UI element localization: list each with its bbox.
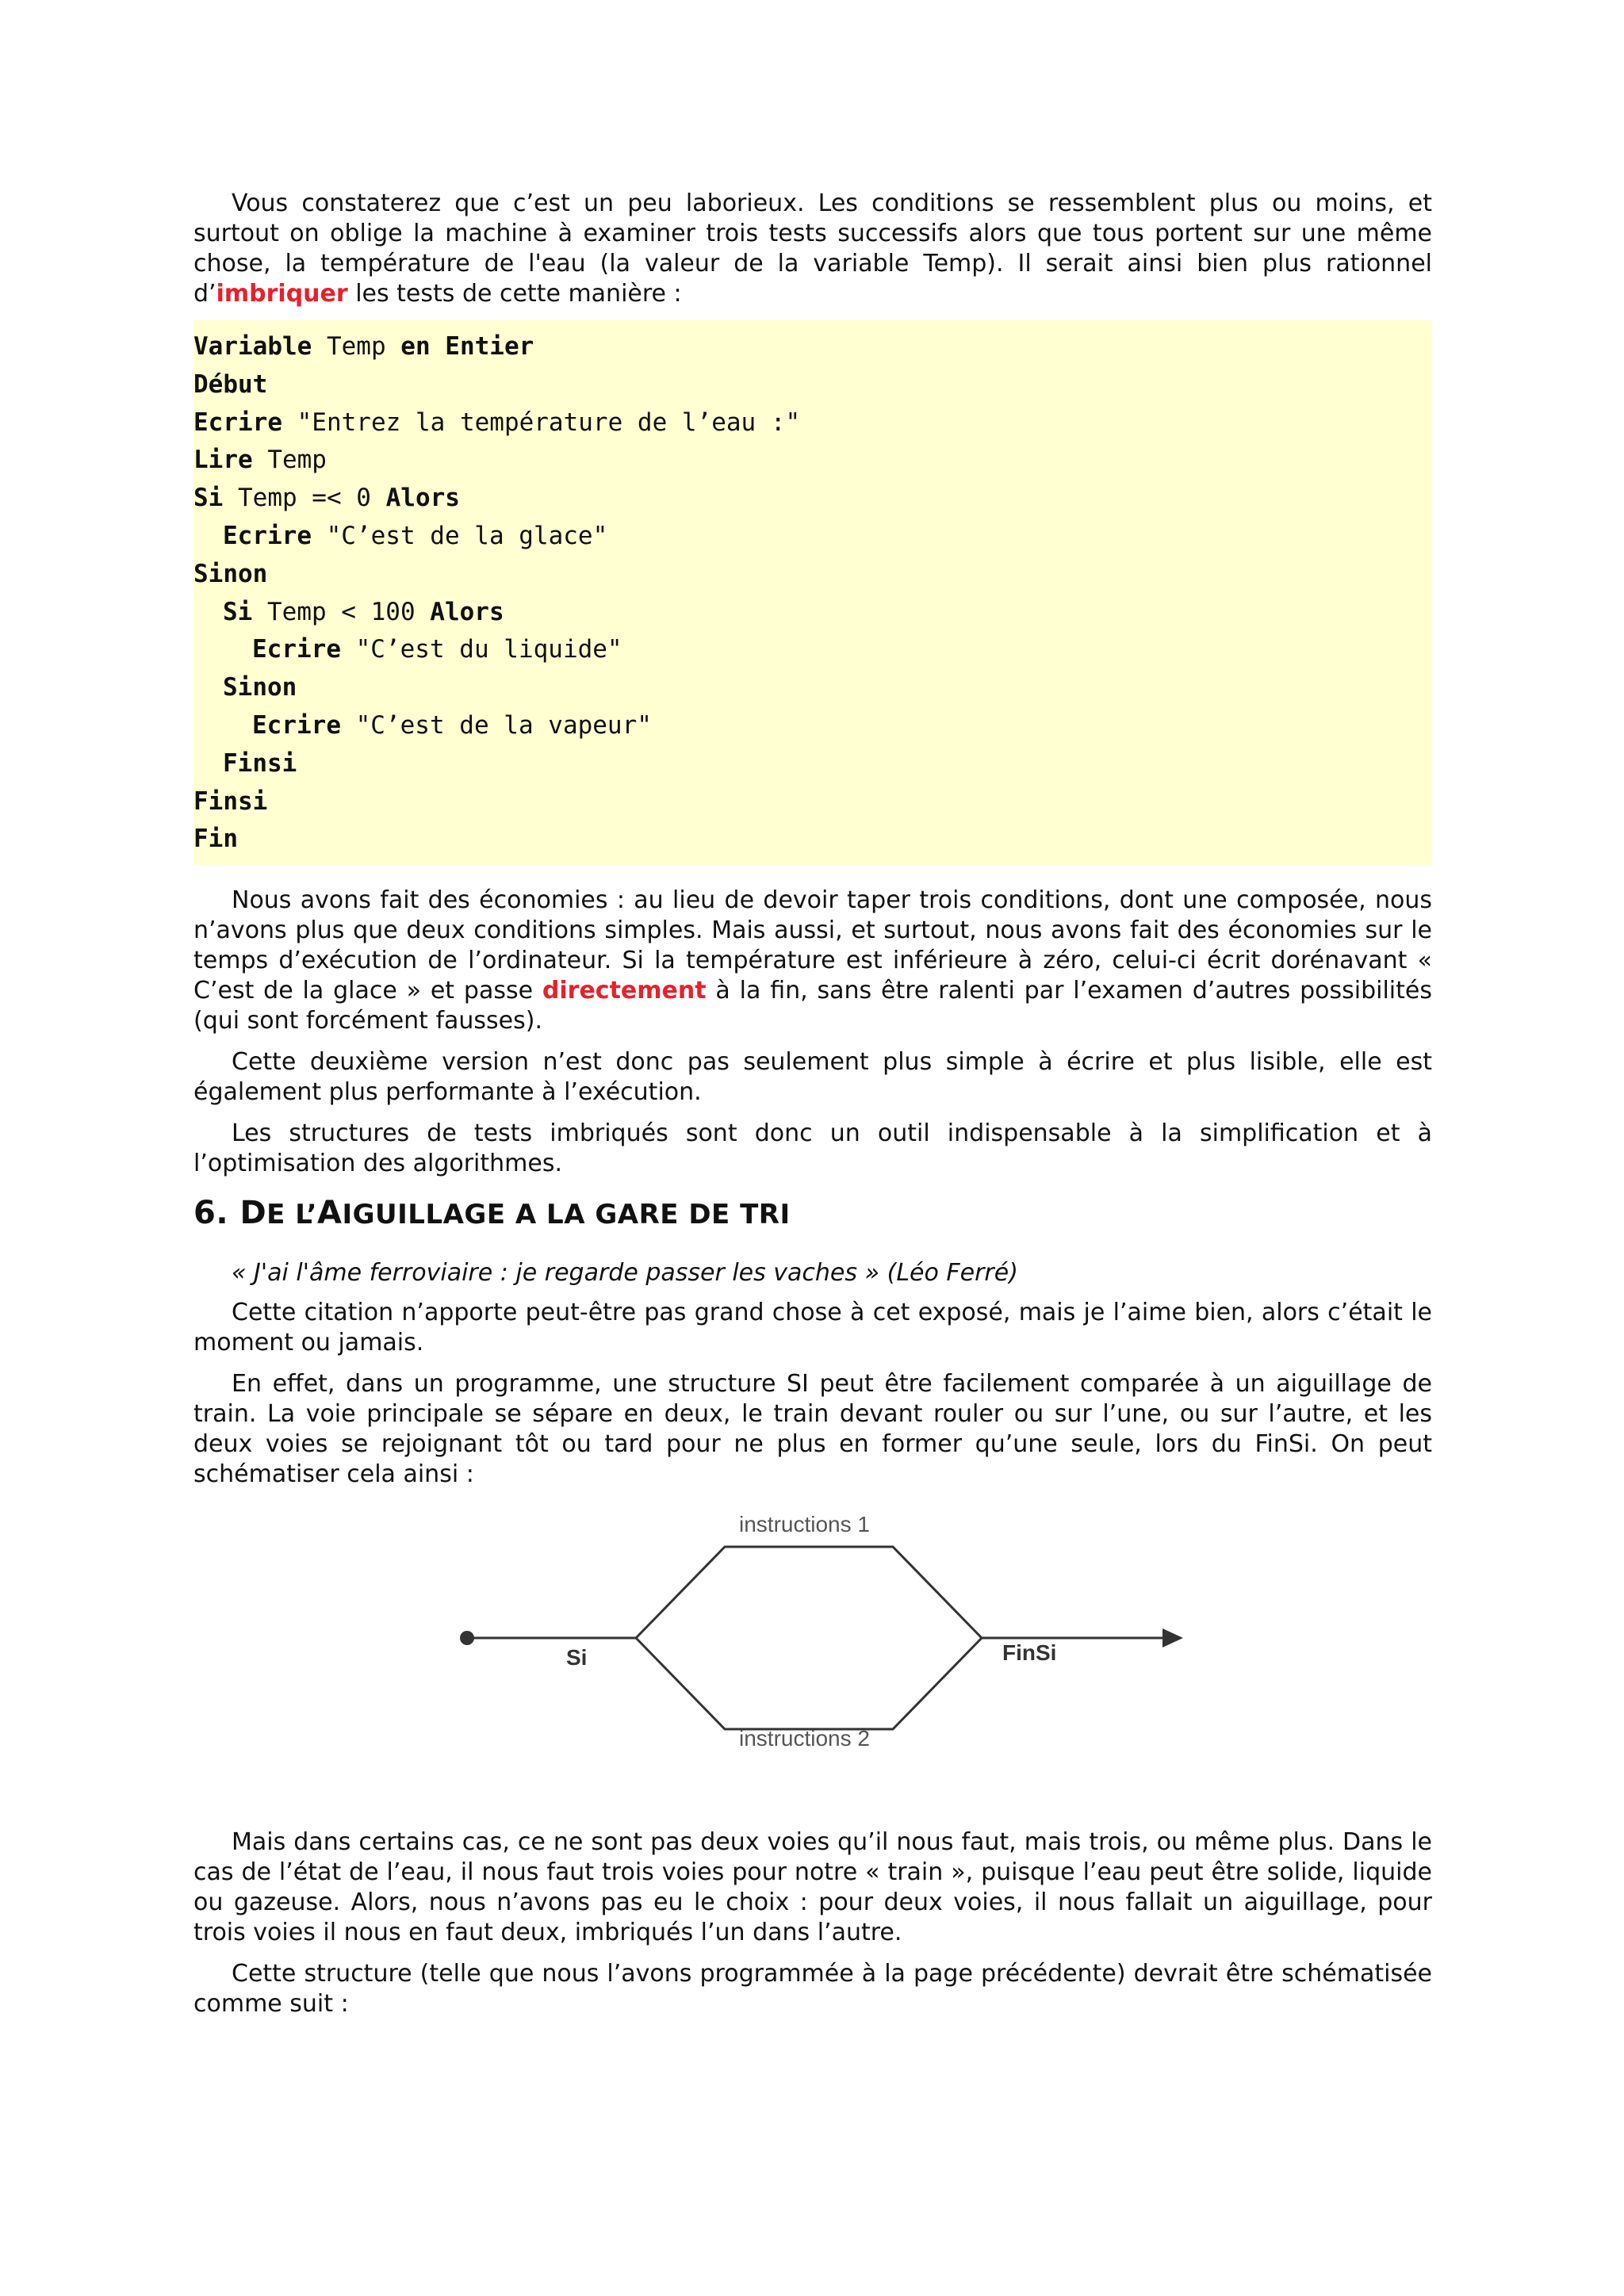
paragraph-economies-end: à la fin, sans être ralenti par l’examen d’autres possibilités (qui sont forcément fausses).: [193, 977, 1432, 1035]
highlight-directement: directement: [542, 977, 707, 1005]
code-keyword: Si: [223, 597, 253, 626]
section-title-initial-2: A: [317, 1195, 343, 1232]
code-keyword: Ecrire: [252, 635, 341, 664]
label-finsi: FinSi: [1002, 1640, 1057, 1666]
code-keyword: Finsi: [193, 786, 268, 816]
code-text: Temp =< 0: [223, 484, 386, 513]
quote: « J'ai l'âme ferroviaire : je regarde passer les vaches » (Léo Ferré): [232, 1259, 1018, 1288]
code-keyword: Lire: [193, 446, 253, 475]
code-line: [193, 707, 1432, 745]
code-keyword: Alors: [430, 597, 504, 626]
code-line: [193, 669, 1432, 707]
code-line: [193, 745, 1432, 783]
code-keyword: Sinon: [193, 559, 268, 588]
code-line: [193, 594, 1432, 632]
section-title-part2: IGUILLAGE A LA GARE DE TRI: [342, 1199, 791, 1231]
code-text: Temp: [252, 446, 327, 475]
code-keyword: Début: [193, 369, 268, 399]
diagram-svg: [193, 1506, 1432, 1807]
code-keyword: Finsi: [223, 748, 297, 778]
code-line: [193, 783, 1432, 821]
code-text: Temp < 100: [252, 597, 431, 626]
code-line: [193, 821, 1432, 859]
paragraph-intro: [193, 189, 1432, 309]
code-line: [193, 366, 1432, 404]
paragraph-economies-text: Nous avons fait des économies : au lieu de devoir taper trois conditions, dont une composée, nous n’avons plus que deux conditions simples. Mais aussi, et surtout, nous avons fait des économies sur le temps d’exécution de l’ordinateur. Si la température est inférieure à zéro, celui-ci écrit dorénavant « C’est de la glace » et passe: [193, 886, 1432, 1005]
code-line: [193, 404, 1432, 442]
section-heading: [193, 1193, 1432, 1234]
code-keyword: Fin: [193, 825, 238, 854]
diagram-arrow-head: [1162, 1628, 1183, 1647]
diagram-upper-track: [636, 1547, 982, 1638]
paragraph-aiguillage: En effet, dans un programme, une structure SI peut être facilement comparée à un aiguillage de train. La voie principale se sépare en deux, le train devant rouler ou sur l’une, ou sur l’autre, et les deux voies se rejoignant tôt ou tard pour ne plus en former qu’une seule, lors du FinSi. On peut schématiser cela ainsi :: [193, 1370, 1432, 1489]
document-page: [193, 189, 1432, 2030]
code-keyword: Si: [193, 484, 224, 513]
paragraph-structures: Les structures de tests imbriqués sont donc un outil indispensable à la simplification et à l’optimisation des algorithmes.: [193, 1119, 1432, 1178]
code-line: [193, 556, 1432, 594]
label-instructions-2: instructions 2: [739, 1726, 870, 1751]
code-text: "C’est de la vapeur": [340, 710, 652, 740]
paragraph-second-version: Cette deuxième version n’est donc pas seulement plus simple à écrire et plus lisible, elle est également plus performante à l’exécution.: [193, 1048, 1432, 1107]
paragraph-trois-voies: Mais dans certains cas, ce ne sont pas deux voies qu’il nous faut, mais trois, ou même plus. Dans le cas de l’état de l’eau, il nous faut trois voies pour notre « train », puisque l’eau peut être solide, liquide ou gazeuse. Alors, nous n’avons pas eu le choix : pour deux voies, il nous fallait un aiguillage, pour trois voies il nous en faut deux, imbriqués l’un dans l’autre.: [193, 1828, 1432, 1947]
section-number: 6.: [193, 1195, 229, 1232]
code-keyword: Sinon: [223, 673, 297, 702]
code-line: [193, 328, 1432, 366]
code-keyword: Ecrire: [223, 521, 312, 550]
code-text: "Entrez la température de l’eau :": [282, 408, 801, 437]
code-keyword: Alors: [385, 484, 460, 513]
highlight-imbriquer: imbriquer: [216, 280, 348, 308]
paragraph-economies: [193, 886, 1432, 1036]
code-keyword: Ecrire: [193, 408, 282, 437]
diagram-lower-track: [636, 1638, 982, 1729]
paragraph-schema: Cette structure (telle que nous l’avons programmée à la page précédente) devrait être schématisée comme suit :: [193, 1960, 1432, 2019]
section-title-initial: D: [239, 1195, 267, 1232]
label-instructions-1: instructions 1: [739, 1512, 870, 1537]
paragraph-intro-text: Vous constaterez que c’est un peu laborieux. Les conditions se ressemblent plus ou moins, et surtout on oblige la machine à examiner trois tests successifs alors que tous portent sur une même chose, la température de l'eau (la valeur de la variable Temp). Il serait ainsi bien plus rationnel d’: [193, 189, 1432, 308]
section-title-part1: E L’: [266, 1199, 317, 1231]
code-line: [193, 480, 1432, 518]
code-line: [193, 631, 1432, 669]
paragraph-citation: Cette citation n’apporte peut-être pas grand chose à cet exposé, mais je l’aime bien, alors c’était le moment ou jamais.: [193, 1299, 1432, 1357]
code-block: [193, 320, 1432, 865]
code-line: [193, 518, 1432, 556]
code-keyword: Ecrire: [252, 710, 341, 740]
code-text: "C’est du liquide": [340, 635, 622, 664]
aiguillage-diagram: [193, 1506, 1432, 1807]
code-text: "C’est de la glace": [311, 521, 608, 550]
code-text: Temp: [312, 332, 401, 361]
code-line: [193, 442, 1432, 480]
label-si: Si: [566, 1645, 588, 1670]
paragraph-intro-end: les tests de cette manière :: [347, 280, 682, 308]
code-keyword: Variable: [193, 332, 312, 361]
code-keyword: en Entier: [400, 332, 534, 361]
